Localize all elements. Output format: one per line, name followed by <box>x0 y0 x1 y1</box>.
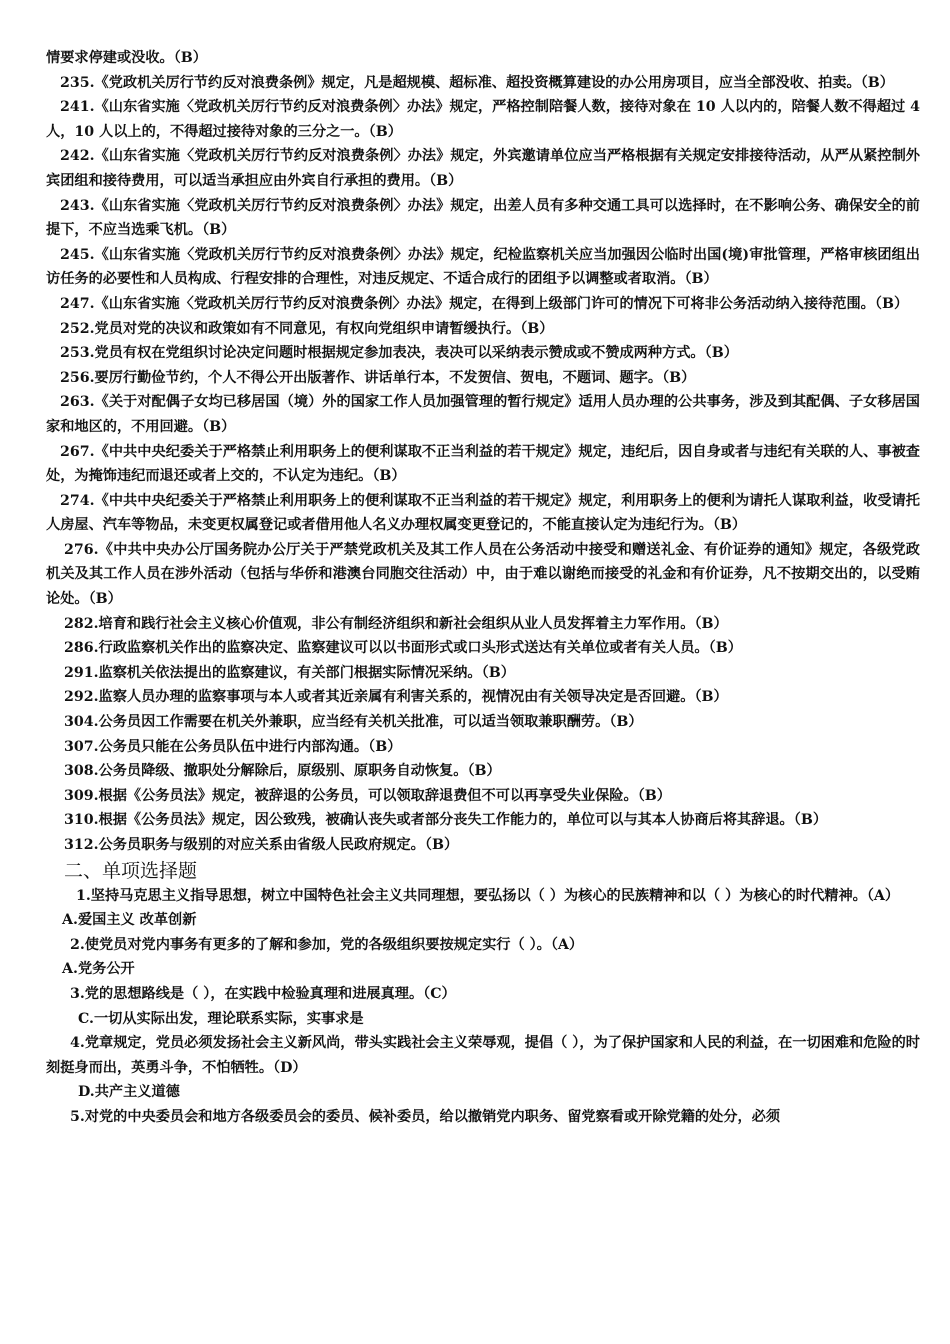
item-235: 235.《党政机关厉行节约反对浪费条例》规定，凡是超规模、超标准、超投资概算建设的办公用房项目，应当全部没收、拍卖。（B） <box>60 74 894 91</box>
item-304: 304.公务员因工作需要在机关外兼职，应当经有关机关批准，可以适当领取兼职酬劳。（B） <box>64 714 643 731</box>
item-274: 274.《中共中央纪委关于严格禁止利用职务上的便利谋取不正当利益的若干规定》规定，利用职务上的便利为请托人谋取利益，收受请托人房屋、汽车等物品，未变更权属登记或者借用他人名义办理权属变更登记的，不能直接认定为违纪行为。（B） <box>46 492 920 534</box>
item-242: 242.《山东省实施〈党政机关厉行节约反对浪费条例〉办法》规定，外宾邀请单位应当严格根据有关规定安排接待活动，从严从紧控制外宾团组和接待费用，可以适当承担应由外宾自行承担的费用。（B） <box>46 148 920 189</box>
item-312: 312.公务员职务与级别的对应关系由省级人民政府规定。（B） <box>64 837 459 853</box>
item-309: 309.根据《公务员法》规定，被辞退的公务员，可以领取辞退费但不可以再享受失业保险。（B） <box>64 787 671 804</box>
question-3: 3.党的思想路线是（ ），在实践中检验真理和进展真理。（C） <box>70 985 456 1002</box>
item-292: 292.监察人员办理的监察事项与本人或者其近亲属有利害关系的，视情况由有关领导决定是否回避。（B） <box>64 689 728 706</box>
question-2: 2.使党员对党内事务有更多的了解和参加，党的各级组织要按规定实行（ ）。（A） <box>70 936 584 953</box>
item-252: 252.党员对党的决议和政策如有不同意见，有权向党组织申请暂缓执行。（B） <box>60 320 554 337</box>
answer-2: A.党务公开 <box>62 961 135 978</box>
item-256: 256.要厉行勤俭节约，个人不得公开出版著作、讲话单行本，不发贺信、贺电，不题词、题字。（B） <box>60 369 696 386</box>
item-276: 276.《中共中央办公厅国务院办公厅关于严禁党政机关及其工作人员在公务活动中接受和赠送礼金、有价证券的通知》规定，各级党政机关及其工作人员在涉外活动（包括与华侨和港澳台同胞交往活动）中，由于难以谢绝而接受的礼金和有价证券，凡不按期交出的，以受贿论处。（B） <box>46 541 920 608</box>
item-286: 286.行政监察机关作出的监察决定、监察建议可以以书面形式或口头形式送达有关单位或者有关人员。（B） <box>64 640 742 657</box>
item-241: 241.《山东省实施〈党政机关厉行节约反对浪费条例〉办法》规定，严格控制陪餐人数，接待对象在 10 人以内的，陪餐人数不得超过 4 人，10 人以上的，不得超过接待对象的三分之一。（B） <box>46 99 920 140</box>
item-310: 310.根据《公务员法》规定，因公致残，被确认丧失或者部分丧失工作能力的，单位可以与其本人协商后将其辞退。（B） <box>64 812 828 829</box>
item-245: 245.《山东省实施〈党政机关厉行节约反对浪费条例〉办法》规定，纪检监察机关应当加强因公临时出国(境)审批管理，严格审核团组出访任务的必要性和人员构成、行程安排的合理性，对违反规定、不适合成行的团组予以调整或者取消。（B） <box>46 246 920 288</box>
item-243: 243.《山东省实施〈党政机关厉行节约反对浪费条例〉办法》规定，出差人员有多种交通工具可以选择时，在不影响公务、确保安全的前提下，不应当选乘飞机。（B） <box>46 197 920 239</box>
item-282: 282.培育和践行社会主义核心价值观，非公有制经济组织和新社会组织从业人员发挥着主力军作用。（B） <box>64 615 728 632</box>
answer-4: D.共产主义道德 <box>78 1084 180 1101</box>
item-307: 307.公务员只能在公务员队伍中进行内部沟通。（B） <box>64 738 402 755</box>
item-308: 308.公务员降级、撤职处分解除后，原级别、原职务自动恢复。（B） <box>64 763 501 780</box>
answer-3: C.一切从实际出发，理论联系实际，实事求是 <box>78 1010 364 1027</box>
item-247: 247.《山东省实施〈党政机关厉行节约反对浪费条例〉办法》规定，在得到上级部门许可的情况下可将非公务活动纳入接待范围。（B） <box>60 295 909 312</box>
section-heading: 二、单项选择题 <box>64 859 198 882</box>
item-291: 291.监察机关依法提出的监察建议，有关部门根据实际情况采纳。（B） <box>64 664 515 681</box>
item-267: 267.《中共中央纪委关于严格禁止利用职务上的便利谋取不正当利益的若干规定》规定，违纪后，因自身或者与违纪有关联的人、事被查处，为掩饰违纪而退还或者上交的，不认定为违纪。（B） <box>46 443 920 485</box>
item-253: 253.党员有权在党组织讨论决定问题时根据规定参加表决，表决可以采纳表示赞成或不赞成两种方式。（B） <box>60 345 738 362</box>
paragraph-continuation: 情要求停建或没收。（B） <box>46 50 207 66</box>
answer-1: A.爱国主义 改革创新 <box>62 912 197 929</box>
question-4: 4.党章规定，党员必须发扬社会主义新风尚，带头实践社会主义荣辱观，提倡（ ），为了保护国家和人民的利益，在一切困难和危险的时刻挺身而出，英勇斗争，不怕牺牲。（D） <box>46 1035 920 1076</box>
item-263: 263.《关于对配偶子女均已移居国（境）外的国家工作人员加强管理的暂行规定》适用人员办理的公共事务，涉及到其配偶、子女移居国家和地区的，不用回避。（B） <box>46 394 920 435</box>
question-1: 1.坚持马克思主义指导思想，树立中国特色社会主义共同理想，要弘扬以（ ）为核心的民族精神和以（ ）为核心的时代精神。（A） <box>76 887 900 904</box>
question-5: 5.对党的中央委员会和地方各级委员会的委员、候补委员，给以撤销党内职务、留党察看或开除党籍的处分，必须 <box>70 1108 781 1125</box>
